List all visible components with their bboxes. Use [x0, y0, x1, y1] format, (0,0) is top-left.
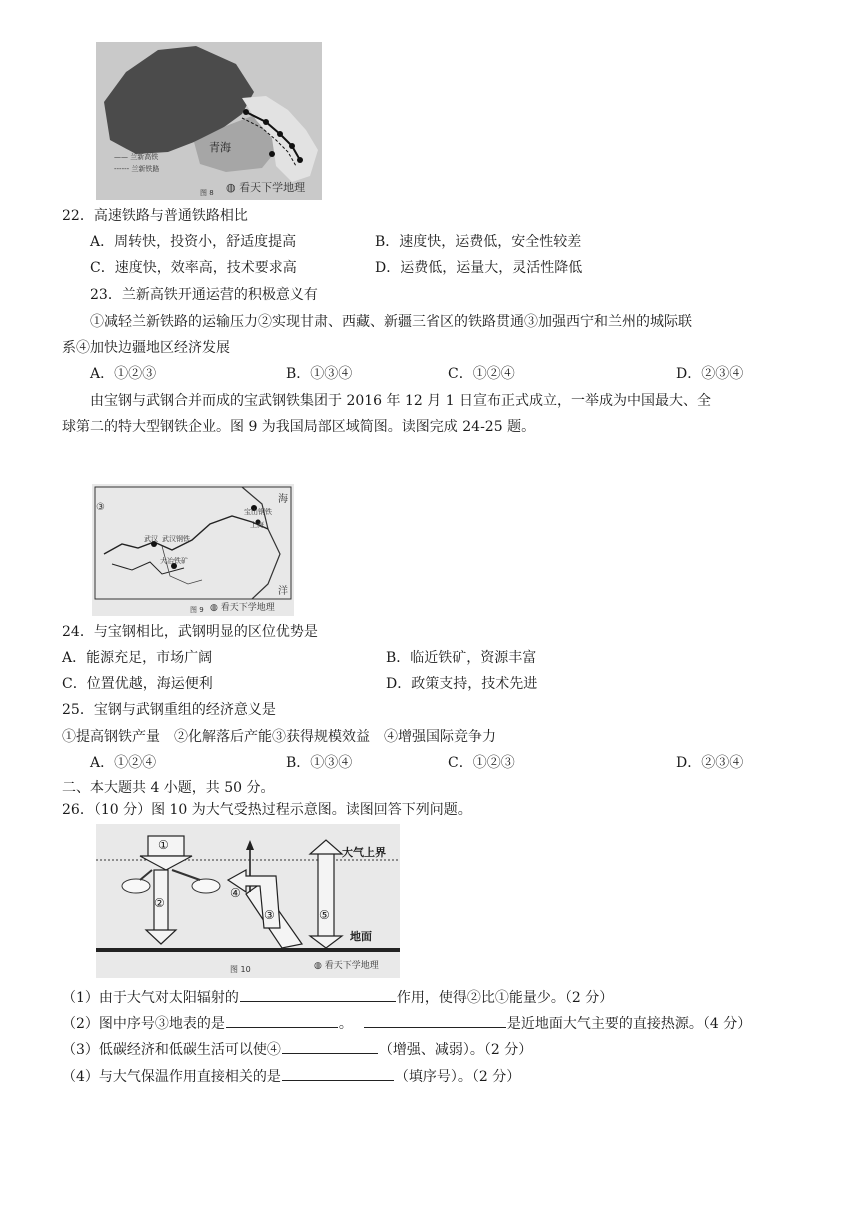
passage-line-2: 球第二的特大型钢铁企业。图 9 为我国局部区域简图。读图完成 24-25 题。 [62, 419, 536, 435]
figure-10-num-1: ① [158, 838, 169, 852]
figure-9-map [92, 484, 294, 616]
figure-9-wuhan-label: 武汉 [144, 535, 158, 543]
passage-line-1: 由宝钢与武钢合并而成的宝武钢铁集团于 2016 年 12 月 1 日宣布正式成立，一举成为中国最大、全 [90, 393, 712, 409]
q22-option-d: D．运费低，运量大，灵活性降低 [375, 260, 583, 276]
q22-stem: 22．高速铁路与普通铁路相比 [62, 208, 248, 224]
figure-8-legend-2: ------ 兰新铁路 [114, 165, 160, 173]
q23-option-c: C．①②④ [448, 366, 515, 382]
q24-stem: 24．与宝钢相比，武钢明显的区位优势是 [62, 624, 318, 640]
figure-10-watermark-text: 看天下学地理 [324, 961, 379, 971]
q26-sub-2-lead: （2）图中序号③地表的是 [62, 1016, 225, 1032]
q26-sub-2-mid: 。 [338, 1016, 353, 1032]
q25-text: ①提高钢铁产量 ②化解落后产能③获得规模效益 ④增强国际竞争力 [62, 729, 496, 745]
wechat-icon: ◍ [314, 961, 322, 971]
q23-stem: 23．兰新高铁开通运营的积极意义有 [90, 287, 318, 303]
q24-option-c: C．位置优越，海运便利 [62, 676, 213, 692]
q26-sub-1-lead: （1）由于大气对太阳辐射的 [62, 990, 239, 1006]
q26-sub-2-answer-blank-2[interactable] [364, 1013, 506, 1028]
q22-option-c: C．速度快，效率高，技术要求高 [90, 260, 297, 276]
figure-8-map [96, 42, 322, 200]
q26-sub-4-lead: （4）与大气保温作用直接相关的是 [62, 1069, 281, 1085]
q23-option-a: A．①②③ [90, 366, 157, 382]
figure-10-watermark [314, 958, 379, 971]
figure-10-ground-label: 地面 [350, 930, 372, 943]
q24-option-a: A．能源充足，市场广阔 [62, 650, 213, 666]
q24-option-b: B．临近铁矿，资源丰富 [386, 650, 537, 666]
q23-option-d: D．②③④ [676, 366, 744, 382]
figure-10-num-3: ③ [264, 908, 275, 922]
q26-sub-1-answer-blank[interactable] [240, 987, 396, 1002]
q25-option-d: D．②③④ [676, 755, 744, 771]
figure-9-sea-label-1: 海 [278, 494, 288, 505]
figure-9-daye-label: 大冶铁矿 [160, 557, 188, 565]
figure-8-watermark-text: 看天下学地理 [239, 181, 306, 194]
q25-option-c: C．①②③ [448, 755, 515, 771]
q26-stem: 26．（10 分）图 10 为大气受热过程示意图。读图回答下列问题。 [62, 802, 472, 818]
figure-10-num-5: ⑤ [319, 908, 330, 922]
ground-line [96, 948, 400, 952]
figure-9-shanghai-label: 上海 [250, 521, 264, 529]
figure-8-qinghai-label: 青海 [209, 141, 231, 154]
figure-10-top-label: 大气上界 [342, 846, 386, 859]
q25-option-b: B．①③④ [286, 755, 353, 771]
q22-option-b: B．速度快，运费低，安全性较差 [375, 234, 582, 250]
wechat-icon: ◍ [226, 181, 236, 194]
figure-8-legend-1: —— 兰新高铁 [114, 153, 159, 161]
q26-sub-2-tail: 是近地面大气主要的直接热源。（4 分） [506, 1016, 752, 1032]
figure-8-map-graphic [96, 42, 322, 200]
q26-sub-3-tail: （增强、减弱）。（2 分） [378, 1042, 533, 1058]
wechat-icon: ◍ [210, 603, 218, 613]
figure-9-watermark-text: 看天下学地理 [220, 603, 275, 613]
figure-9-circle-num: ③ [96, 502, 105, 513]
q26-sub-4-answer-blank[interactable] [282, 1066, 394, 1081]
figure-8-caption: 图 8 [200, 189, 214, 197]
q25-option-a: A．①②④ [90, 755, 157, 771]
figure-9-caption: 图 9 [190, 606, 204, 614]
q26-sub-2-answer-blank-1[interactable] [226, 1013, 338, 1028]
q22-option-a: A．周转快，投资小，舒适度提高 [90, 234, 297, 250]
q23-text-line-1: ①减轻兰新铁路的运输压力②实现甘肃、西藏、新疆三省区的铁路贯通③加强西宁和兰州的城际联 [90, 314, 692, 330]
q26-sub-4-tail: （填序号）。（2 分） [394, 1069, 521, 1085]
q26-sub-3-lead: （3）低碳经济和低碳生活可以使④ [62, 1042, 281, 1058]
q23-text-line-2: 系④加快边疆地区经济发展 [62, 340, 230, 356]
q26-sub-3 [62, 1039, 532, 1060]
figure-9-map-graphic [92, 484, 294, 616]
figure-10-caption: 图 10 [230, 965, 251, 974]
figure-10-num-2: ② [154, 896, 165, 910]
figure-10-num-4: ④ [230, 886, 241, 900]
q26-sub-2 [62, 1013, 751, 1034]
q26-sub-1 [62, 987, 613, 1008]
q26-sub-4 [62, 1066, 520, 1087]
figure-9-watermark [210, 600, 275, 613]
q26-sub-1-tail: 作用，使得②比①能量少。（2 分） [396, 990, 614, 1006]
figure-9-sea-label-2: 洋 [278, 586, 288, 597]
figure-10-diagram [96, 824, 400, 978]
figure-9-baoshan-label: 宝山钢铁 [244, 508, 272, 516]
q26-sub-3-answer-blank[interactable] [282, 1039, 378, 1054]
section-2-heading: 二、本大题共 4 小题，共 50 分。 [62, 780, 275, 796]
figure-8-watermark [226, 179, 305, 195]
q25-stem: 25．宝钢与武钢重组的经济意义是 [62, 702, 276, 718]
q24-option-d: D．政策支持，技术先进 [386, 676, 538, 692]
figure-9-wuhan-steel-label: 武汉钢铁 [162, 535, 190, 543]
q23-option-b: B．①③④ [286, 366, 353, 382]
